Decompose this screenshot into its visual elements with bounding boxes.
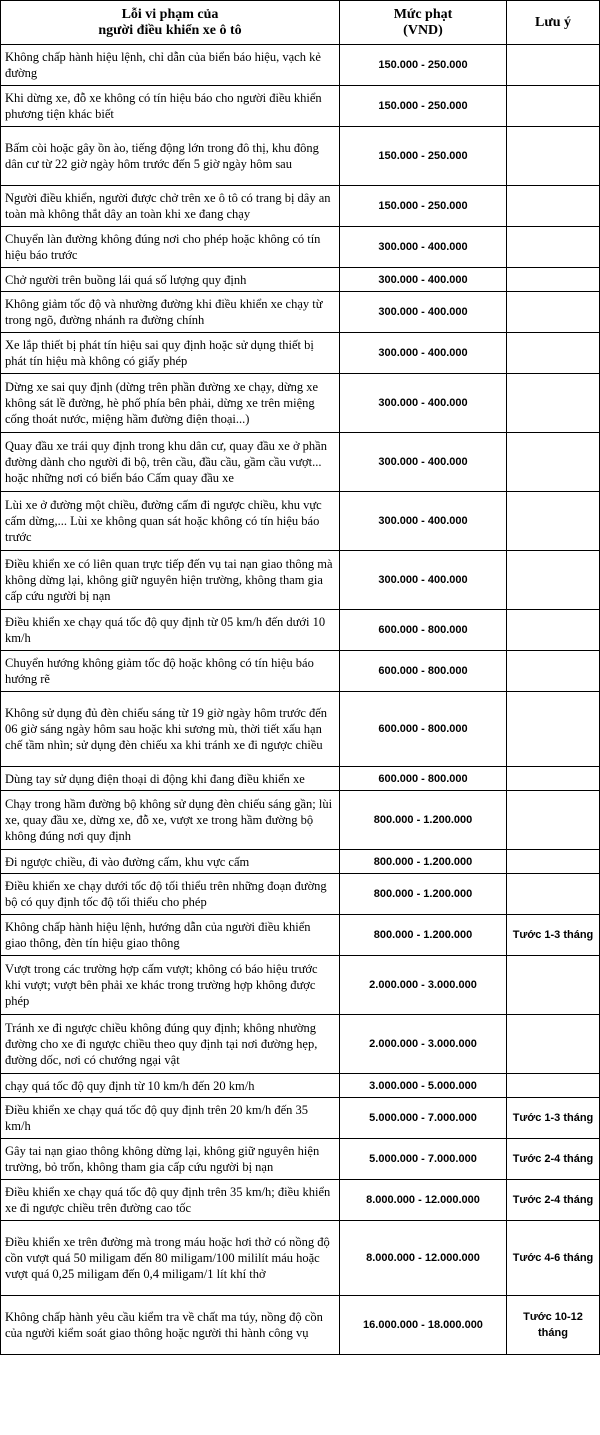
note-cell: Tước 1-3 tháng — [507, 1098, 600, 1139]
header-fine-line2: (VND) — [403, 22, 443, 38]
note-cell: Tước 2-4 tháng — [507, 1139, 600, 1180]
table-row — [1, 956, 600, 1015]
table-row — [1, 86, 600, 127]
table-row — [1, 610, 600, 651]
violation-cell: Bấm còi hoặc gây ồn ào, tiếng động lớn trong đô thị, khu đông dân cư từ 22 giờ ngày hôm trước đến 5 giờ ngày hôm sau — [1, 127, 340, 186]
violation-cell: Điều khiển xe chạy quá tốc độ quy định trên 35 km/h; điều khiển xe đi ngược chiều trên đường cao tốc — [1, 1180, 340, 1221]
note-cell — [507, 651, 600, 692]
violation-cell: Người điều khiển, người được chở trên xe ô tô có trang bị dây an toàn mà không thắt dây an toàn khi xe đang chạy — [1, 186, 340, 227]
violation-cell: Không chấp hành yêu cầu kiểm tra về chất ma túy, nồng độ cồn của người kiểm soát giao thông hoặc người thi hành công vụ — [1, 1296, 340, 1355]
violation-cell: Điều khiển xe trên đường mà trong máu hoặc hơi thở có nồng độ cồn vượt quá 50 miligam đến 80 miligam/100 mililít máu hoặc vượt quá 0,25 miligam đến 0,4 miligam/1 lít khí thở — [1, 1221, 340, 1296]
fine-cell: 600.000 - 800.000 — [340, 767, 507, 791]
table-row — [1, 692, 600, 767]
header-fine — [340, 1, 507, 45]
table-row — [1, 874, 600, 915]
note-cell — [507, 268, 600, 292]
note-cell — [507, 333, 600, 374]
table-row — [1, 791, 600, 850]
fine-cell: 300.000 - 400.000 — [340, 292, 507, 333]
table-row — [1, 1221, 600, 1296]
table-row — [1, 1180, 600, 1221]
fine-cell: 8.000.000 - 12.000.000 — [340, 1221, 507, 1296]
fine-cell: 150.000 - 250.000 — [340, 86, 507, 127]
violation-cell: Không sử dụng đủ đèn chiếu sáng từ 19 giờ ngày hôm trước đến 06 giờ sáng ngày hôm sau hoặc khi sương mù, thời tiết xấu hạn chế tầm nhìn; sử dụng đèn chiếu xa khi tránh xe đi ngược chiều — [1, 692, 340, 767]
violation-cell: Không giảm tốc độ và nhường đường khi điều khiển xe chạy từ trong ngõ, đường nhánh ra đường chính — [1, 292, 340, 333]
fine-cell: 800.000 - 1.200.000 — [340, 850, 507, 874]
fine-cell: 300.000 - 400.000 — [340, 374, 507, 433]
fine-cell: 3.000.000 - 5.000.000 — [340, 1074, 507, 1098]
table-row — [1, 1015, 600, 1074]
note-cell: Tước 4-6 tháng — [507, 1221, 600, 1296]
fine-cell: 800.000 - 1.200.000 — [340, 791, 507, 850]
table-row — [1, 492, 600, 551]
violation-cell: Chuyển làn đường không đúng nơi cho phép hoặc không có tín hiệu báo trước — [1, 227, 340, 268]
fine-cell: 5.000.000 - 7.000.000 — [340, 1139, 507, 1180]
table-row — [1, 45, 600, 86]
violation-cell: Điều khiển xe chạy quá tốc độ quy định từ 05 km/h đến dưới 10 km/h — [1, 610, 340, 651]
table-row — [1, 1098, 600, 1139]
violation-cell: Không chấp hành hiệu lệnh, hướng dẫn của người điều khiển giao thông, đèn tín hiệu giao thông — [1, 915, 340, 956]
note-cell: Tước 10-12 tháng — [507, 1296, 600, 1355]
note-cell — [507, 292, 600, 333]
table-row — [1, 374, 600, 433]
fine-cell: 150.000 - 250.000 — [340, 127, 507, 186]
table-row — [1, 186, 600, 227]
table-row — [1, 915, 600, 956]
note-cell — [507, 692, 600, 767]
table-row — [1, 268, 600, 292]
fine-cell: 150.000 - 250.000 — [340, 45, 507, 86]
table-row — [1, 551, 600, 610]
table-row — [1, 127, 600, 186]
note-cell — [507, 767, 600, 791]
fine-cell: 600.000 - 800.000 — [340, 610, 507, 651]
note-cell — [507, 610, 600, 651]
fine-cell: 600.000 - 800.000 — [340, 651, 507, 692]
violation-cell: Tránh xe đi ngược chiều không đúng quy định; không nhường đường cho xe đi ngược chiều theo quy định tại nơi đường hẹp, đường dốc, nơi có chướng ngại vật — [1, 1015, 340, 1074]
fine-cell: 5.000.000 - 7.000.000 — [340, 1098, 507, 1139]
fine-cell: 800.000 - 1.200.000 — [340, 915, 507, 956]
header-violation-line1: Lỗi vi phạm của — [121, 6, 219, 22]
violation-cell: Điều khiển xe chạy quá tốc độ quy định trên 20 km/h đến 35 km/h — [1, 1098, 340, 1139]
note-cell — [507, 874, 600, 915]
note-cell — [507, 227, 600, 268]
table-row — [1, 333, 600, 374]
violation-cell: Không chấp hành hiệu lệnh, chỉ dẫn của biển báo hiệu, vạch kẻ đường — [1, 45, 340, 86]
violation-cell: chạy quá tốc độ quy định từ 10 km/h đến 20 km/h — [1, 1074, 340, 1098]
table-row — [1, 1074, 600, 1098]
violation-cell: Chuyển hướng không giảm tốc độ hoặc không có tín hiệu báo hướng rẽ — [1, 651, 340, 692]
note-cell — [507, 791, 600, 850]
fine-cell: 300.000 - 400.000 — [340, 333, 507, 374]
violation-cell: Chở người trên buồng lái quá số lượng quy định — [1, 268, 340, 292]
violation-cell: Dừng xe sai quy định (dừng trên phần đường xe chạy, dừng xe không sát lề đường, hè phố phía bên phải, dừng xe trên miệng cống thoát nước, miệng hầm đường điện thoại...) — [1, 374, 340, 433]
table-row — [1, 1296, 600, 1355]
violation-cell: Khi dừng xe, đỗ xe không có tín hiệu báo cho người điều khiển phương tiện khác biết — [1, 86, 340, 127]
note-cell — [507, 1015, 600, 1074]
table-header-row — [1, 1, 600, 45]
note-cell — [507, 956, 600, 1015]
note-cell — [507, 492, 600, 551]
table-row — [1, 651, 600, 692]
fine-cell: 8.000.000 - 12.000.000 — [340, 1180, 507, 1221]
violation-cell: Gây tai nạn giao thông không dừng lại, không giữ nguyên hiện trường, bỏ trốn, không tham gia cấp cứu người bị nạn — [1, 1139, 340, 1180]
violation-cell: Xe lắp thiết bị phát tín hiệu sai quy định hoặc sử dụng thiết bị phát tín hiệu mà không có giấy phép — [1, 333, 340, 374]
fine-cell: 16.000.000 - 18.000.000 — [340, 1296, 507, 1355]
note-cell — [507, 86, 600, 127]
header-violation — [1, 1, 340, 45]
violation-cell: Điều khiển xe chạy dưới tốc độ tối thiểu trên những đoạn đường bộ có quy định tốc độ tối thiểu cho phép — [1, 874, 340, 915]
violation-cell: Quay đầu xe trái quy định trong khu dân cư, quay đầu xe ở phần đường dành cho người đi bộ, trên cầu, đầu cầu, gầm cầu vượt... hoặc những nơi có biển báo Cấm quay đầu xe — [1, 433, 340, 492]
fine-cell: 300.000 - 400.000 — [340, 433, 507, 492]
fine-cell: 300.000 - 400.000 — [340, 551, 507, 610]
table-row — [1, 227, 600, 268]
note-cell — [507, 433, 600, 492]
violation-cell: Đi ngược chiều, đi vào đường cấm, khu vực cấm — [1, 850, 340, 874]
header-violation-line2: người điều khiển xe ô tô — [98, 22, 242, 38]
fine-cell: 300.000 - 400.000 — [340, 268, 507, 292]
note-cell — [507, 374, 600, 433]
table-row — [1, 1139, 600, 1180]
violation-cell: Điều khiển xe có liên quan trực tiếp đến vụ tai nạn giao thông mà không dừng lại, không giữ nguyên hiện trường, không tham gia cấp cứu người bị nạn — [1, 551, 340, 610]
header-fine-line1: Mức phạt — [393, 6, 453, 22]
fine-cell: 300.000 - 400.000 — [340, 227, 507, 268]
table-row — [1, 292, 600, 333]
table-row — [1, 433, 600, 492]
violation-cell: Lùi xe ở đường một chiều, đường cấm đi ngược chiều, khu vực cấm dừng,... Lùi xe không quan sát hoặc không có tín hiệu báo trước — [1, 492, 340, 551]
fine-cell: 2.000.000 - 3.000.000 — [340, 1015, 507, 1074]
violation-cell: Vượt trong các trường hợp cấm vượt; không có báo hiệu trước khi vượt; vượt bên phải xe khác trong trường hợp không được phép — [1, 956, 340, 1015]
fine-cell: 800.000 - 1.200.000 — [340, 874, 507, 915]
note-cell — [507, 850, 600, 874]
header-note: Lưu ý — [507, 1, 600, 45]
violation-cell: Chạy trong hầm đường bộ không sử dụng đèn chiếu sáng gần; lùi xe, quay đầu xe, dừng xe, đỗ xe, vượt xe trong hầm đường bộ không đúng nơi quy định — [1, 791, 340, 850]
note-cell — [507, 551, 600, 610]
note-cell: Tước 2-4 tháng — [507, 1180, 600, 1221]
note-cell — [507, 186, 600, 227]
violation-cell: Dùng tay sử dụng điện thoại di động khi đang điều khiển xe — [1, 767, 340, 791]
fine-cell: 300.000 - 400.000 — [340, 492, 507, 551]
table-row — [1, 850, 600, 874]
note-cell: Tước 1-3 tháng — [507, 915, 600, 956]
fine-cell: 150.000 - 250.000 — [340, 186, 507, 227]
note-cell — [507, 1074, 600, 1098]
fine-cell: 2.000.000 - 3.000.000 — [340, 956, 507, 1015]
note-cell — [507, 127, 600, 186]
fine-cell: 600.000 - 800.000 — [340, 692, 507, 767]
table-row — [1, 767, 600, 791]
note-cell — [507, 45, 600, 86]
